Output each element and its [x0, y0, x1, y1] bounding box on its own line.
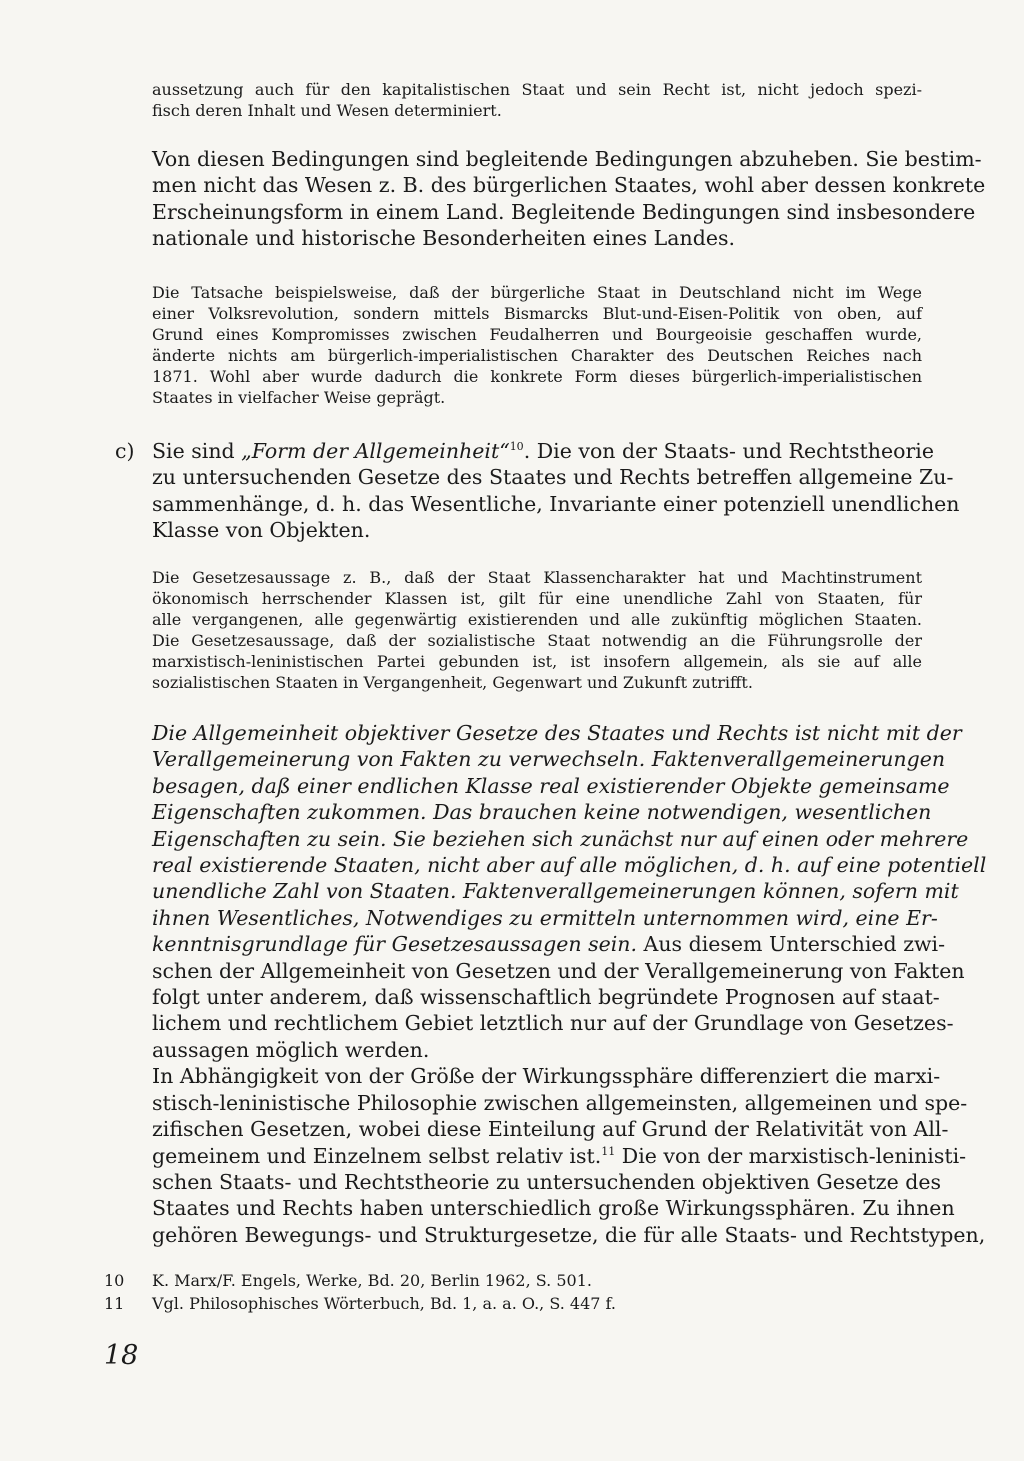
- italic-term: „Form der Allgemeinheit“: [241, 439, 510, 463]
- footnote-10: [104, 1270, 592, 1292]
- text-line: fisch deren Inhalt und Wesen determiniert.: [152, 101, 502, 120]
- text-line: nationale und historische Besonderheiten eines Landes.: [152, 226, 735, 251]
- paragraph-allgemeinheit: [152, 720, 987, 1248]
- text-line: schen Staats- und Rechtstheorie zu untersuchenden objektiven Gesetze des: [152, 1169, 941, 1194]
- text-line: stisch-leninistische Philosophie zwischen allgemeinsten, allgemeinen und spe-: [152, 1090, 968, 1115]
- text-line: Die Tatsache beispielsweise, daß der bürgerliche Staat in Deutschland nicht im Wege: [152, 283, 922, 302]
- text-line: zifischen Gesetzen, wobei diese Einteilung auf Grund der Relativität von All-: [152, 1117, 949, 1142]
- text-fragment: Sie sind: [152, 439, 242, 463]
- text-line: men nicht das Wesen z. B. des bürgerlichen Staates, wohl aber dessen konkrete: [152, 173, 986, 198]
- text-line: Klasse von Objekten.: [152, 518, 371, 543]
- text-line: sammenhänge, d. h. das Wesentliche, Invariante einer potenziell unendlichen: [152, 491, 960, 516]
- text-line: In Abhängigkeit von der Größe der Wirkungssphäre differenziert die marxi-: [152, 1064, 941, 1089]
- text-line: ihnen Wesentliches, Notwendiges zu ermitteln unternommen wird, eine Er-: [152, 905, 938, 930]
- paragraph-gesetzesaussage-beispiel: [152, 567, 922, 693]
- text-fragment: . Die von der Staats- und Rechtstheorie: [523, 439, 934, 463]
- text-line: unendliche Zahl von Staaten. Faktenverallgemeinerungen können, sofern mit: [152, 879, 959, 904]
- italic-fragment: kenntnisgrundlage für Gesetzesaussagen sein.: [152, 932, 638, 957]
- text-line: Erscheinungsform in einem Land. Begleitende Bedingungen sind insbesondere: [152, 199, 976, 224]
- text-fragment: gemeinem und Einzelnem selbst relativ ist.: [152, 1143, 602, 1168]
- text-line: Staates und Rechts haben unterschiedlich große Wirkungssphären. Zu ihnen: [152, 1196, 955, 1221]
- text-line: [152, 931, 946, 957]
- text-line: Eigenschaften zu sein. Sie beziehen sich zunächst nur auf einen oder mehrere: [152, 826, 969, 851]
- paragraph-tatsache-beispiel: [152, 282, 922, 408]
- text-line: sozialistischen Staaten in Vergangenheit, Gegenwart und Zukunft zutrifft.: [152, 673, 753, 692]
- text-fragment: Die von der marxistisch-leninisti-: [615, 1143, 967, 1168]
- text-line: änderte nichts am bürgerlich-imperialistischen Charakter des Deutschen Reiches nach: [152, 346, 922, 365]
- text-line: Von diesen Bedingungen sind begleitende Bedingungen abzuheben. Sie bestim-: [152, 147, 982, 171]
- footnote-ref-10: 10: [509, 440, 524, 454]
- text-line: einer Volksrevolution, sondern mittels Bismarcks Blut-und-Eisen-Politik von oben, auf: [152, 304, 922, 323]
- text-line: ökonomisch herrschender Klassen ist, gilt für eine unendliche Zahl von Staaten, für: [152, 589, 922, 608]
- text-line: [152, 1143, 967, 1169]
- text-line: [152, 438, 934, 464]
- text-line: gehören Bewegungs- und Strukturgesetze, die für alle Staats- und Rechtstypen,: [152, 1222, 986, 1247]
- text-line: Die Allgemeinheit objektiver Gesetze des Staates und Rechts ist nicht mit der: [152, 721, 962, 745]
- paragraph-top: [152, 79, 922, 121]
- text-line: Grund eines Kompromisses zwischen Feudalherren und Bourgeoisie geschaffen wurde,: [152, 325, 922, 344]
- footnote-ref-11: 11: [601, 1144, 616, 1158]
- text-line: marxistisch-leninistischen Partei gebunden ist, ist insofern allgemein, als sie auf alle: [152, 652, 922, 671]
- text-line: Die Gesetzesaussage, daß der sozialistische Staat notwendig an die Führungsrolle der: [152, 631, 922, 650]
- list-label-c: c): [115, 439, 135, 463]
- text-line: Staates in vielfacher Weise geprägt.: [152, 388, 446, 407]
- footnote-text: K. Marx/F. Engels, Werke, Bd. 20, Berlin 1962, S. 501.: [152, 1271, 592, 1290]
- text-line: Verallgemeinerung von Fakten zu verwechseln. Faktenverallgemeinerungen: [152, 747, 946, 772]
- footnote-11: [104, 1293, 616, 1315]
- text-line: aussagen möglich werden.: [152, 1037, 430, 1062]
- page-number: 18: [104, 1340, 139, 1371]
- footnote-number: 10: [104, 1271, 125, 1290]
- text-line: Die Gesetzesaussage z. B., daß der Staat Klassencharakter hat und Machtinstrument: [152, 568, 922, 587]
- text-line: schen der Allgemeinheit von Gesetzen und der Verallgemeinerung von Fakten: [152, 958, 965, 983]
- text-line: lichem und rechtlichem Gebiet letztlich nur auf der Grundlage von Gesetzes-: [152, 1011, 954, 1036]
- text-line: folgt unter anderem, daß wissenschaftlich begründete Prognosen auf staat-: [152, 985, 940, 1010]
- text-line: aussetzung auch für den kapitalistischen Staat und sein Recht ist, nicht jedoch spezi-: [152, 80, 922, 99]
- footnote-number: 11: [104, 1294, 125, 1313]
- text-line: besagen, daß einer endlichen Klasse real existierender Objekte gemeinsame: [152, 773, 950, 798]
- footnote-text: Vgl. Philosophisches Wörterbuch, Bd. 1, a. a. O., S. 447 f.: [152, 1294, 616, 1313]
- text-fragment: Aus diesem Unterschied zwi-: [637, 932, 946, 957]
- text-line: zu untersuchenden Gesetze des Staates und Rechts betreffen allgemeine Zu-: [152, 465, 954, 490]
- text-line: 1871. Wohl aber wurde dadurch die konkrete Form dieses bürgerlich-imperialistischen: [152, 367, 922, 386]
- text-line: alle vergangenen, alle gegenwärtig existierenden und alle zukünftig möglichen Staaten.: [152, 610, 922, 629]
- text-line: Eigenschaften zukommen. Das brauchen keine notwendigen, wesentlichen: [152, 800, 932, 825]
- text-line: real existierende Staaten, nicht aber auf alle möglichen, d. h. auf eine potentiell: [152, 853, 987, 878]
- list-item-c: [152, 438, 960, 544]
- paragraph-begleitende-bedingungen: [152, 146, 986, 252]
